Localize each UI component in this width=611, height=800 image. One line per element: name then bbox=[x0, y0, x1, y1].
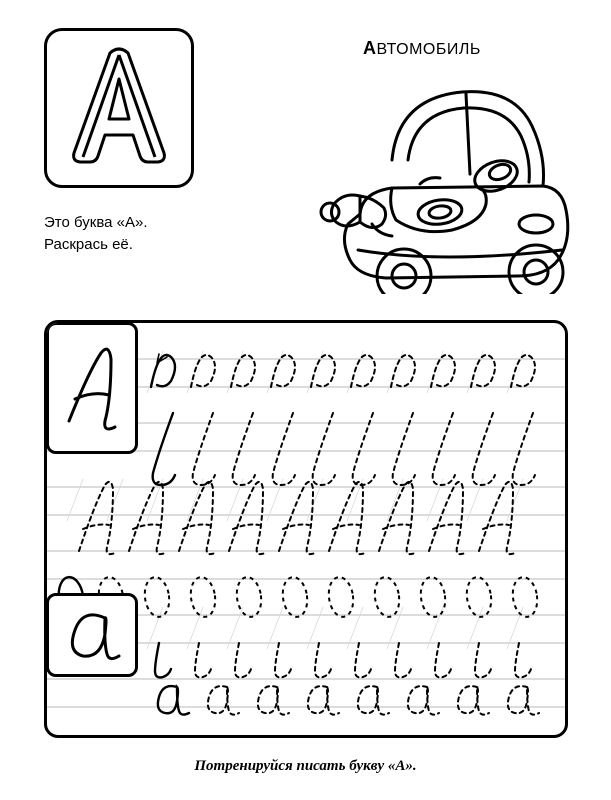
letter-a-outline-icon bbox=[47, 31, 191, 185]
car-drawing bbox=[300, 64, 580, 294]
caption-line-2: Раскрась её. bbox=[44, 236, 133, 253]
model-lowercase-box bbox=[46, 593, 138, 677]
word-title bbox=[363, 38, 481, 59]
practice-row-3 bbox=[79, 482, 515, 554]
model-capital-box bbox=[46, 322, 138, 454]
practice-row-6 bbox=[158, 686, 539, 714]
bottom-caption: Потренируйся писать букву «А». bbox=[194, 758, 417, 774]
letter-caption bbox=[44, 212, 284, 256]
caption-line-1: Это буква «А». bbox=[44, 214, 148, 231]
letter-card bbox=[44, 28, 194, 188]
practice-box bbox=[44, 320, 568, 738]
cursive-capital-a-icon bbox=[49, 325, 135, 451]
cursive-lowercase-a-icon bbox=[49, 596, 135, 674]
practice-row-2 bbox=[153, 413, 535, 485]
word-first-letter: А bbox=[363, 38, 377, 58]
word-rest: ВТОМОБИЛЬ bbox=[376, 41, 481, 58]
practice-row-5 bbox=[155, 643, 531, 677]
